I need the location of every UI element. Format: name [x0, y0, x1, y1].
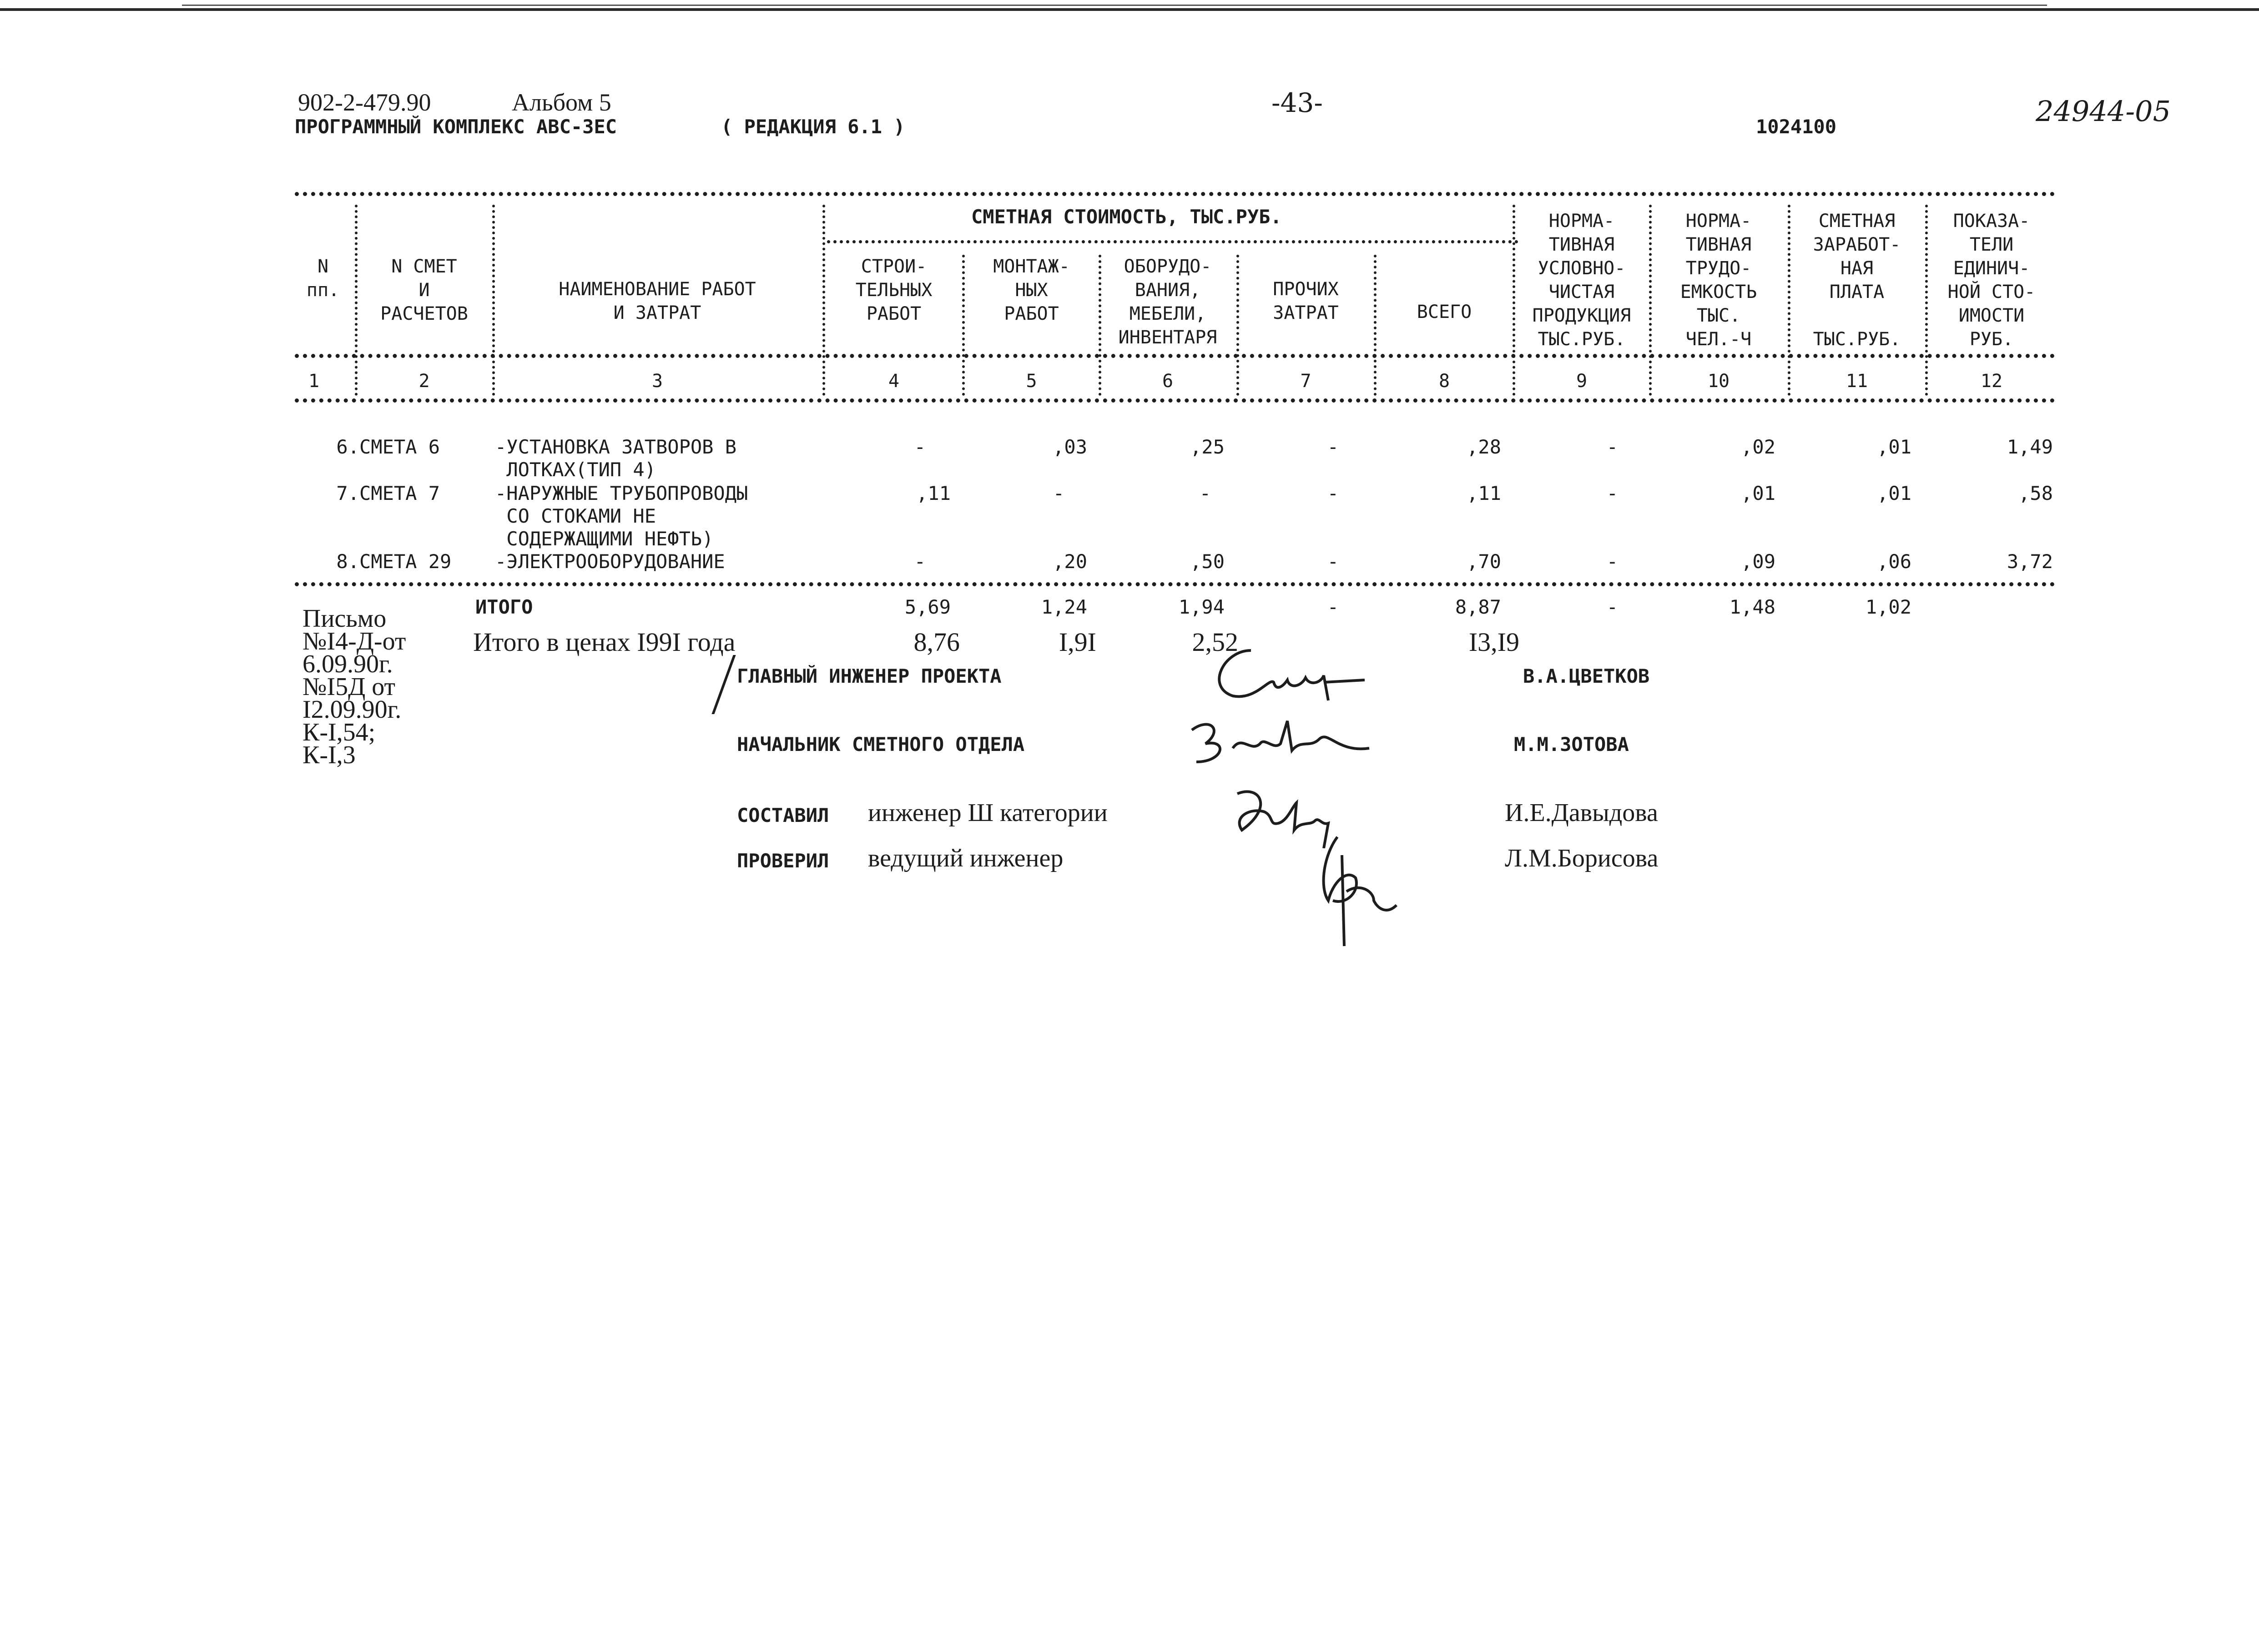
row-6-name: -УСТАНОВКА ЗАТВОРОВ В ЛОТКАХ(ТИП 4) [495, 436, 737, 481]
total-c5: 1,24 [1041, 596, 1087, 618]
scan-edge-line-2 [182, 5, 2047, 6]
row-7-c11: ,01 [1877, 482, 1911, 504]
total-c8: 8,87 [1455, 596, 1501, 618]
compiled-name: И.Е.Давыдова [1505, 799, 1658, 827]
row-7-c7: - [1327, 482, 1339, 504]
col-header-9: НОРМА- ТИВНАЯ УСЛОВНО- ЧИСТАЯ ПРОДУКЦИЯ ТЫС.РУБ. [1532, 211, 1631, 350]
col-sep [1513, 205, 1515, 396]
total-1991-label: Итого в ценах I99I года [473, 627, 736, 657]
total-1991-c4: 8,76 [913, 627, 960, 657]
col-header-3: НАИМЕНОВАНИЕ РАБОТ И ЗАТРАТ [559, 279, 756, 323]
compiled-role: инженер Ш категории [868, 799, 1108, 827]
col-header-2: N СМЕТ И РАСЧЕТОВ [380, 256, 468, 324]
col-header-12: ПОКАЗА- ТЕЛИ ЕДИНИЧ- НОЙ СТО- ИМОСТИ РУБ. [1947, 211, 2036, 350]
row-8-pp: 8. [336, 550, 359, 573]
signature-slash [711, 655, 736, 714]
total-label: ИТОГО [475, 596, 533, 618]
col-sep [1649, 205, 1652, 396]
row-7-c10: ,01 [1741, 482, 1775, 504]
row-8-c11: ,06 [1877, 550, 1911, 573]
group-header: СМЕТНАЯ СТОИМОСТЬ, ТЫС.РУБ. [971, 206, 1282, 228]
checked-name: Л.М.Борисова [1505, 844, 1659, 872]
col-header-1: N пп. [306, 256, 340, 301]
total-1991-c8: I3,I9 [1468, 627, 1519, 657]
total-1991-c6: 2,52 [1192, 627, 1238, 657]
col-num-1: 1 [308, 371, 320, 392]
col-header-8: ВСЕГО [1417, 302, 1472, 322]
total-c11: 1,02 [1865, 596, 1911, 618]
col-sep [962, 255, 965, 396]
col-header-10: НОРМА- ТИВНАЯ ТРУДО- ЕМКОСТЬ ТЫС. ЧЕЛ.-Ч [1680, 211, 1757, 350]
col-num-5: 5 [1026, 371, 1037, 392]
row-8-c4: - [914, 550, 926, 573]
row-7-smeta: СМЕТА 7 [359, 482, 440, 504]
estimate-head-name: М.М.ЗОТОВА [1514, 733, 1629, 755]
col-num-12: 12 [1980, 371, 2003, 392]
col-sep [822, 205, 825, 396]
col-num-4: 4 [888, 371, 900, 392]
row-6-c9: - [1606, 436, 1618, 458]
checked-prefix: ПРОВЕРИЛ [737, 850, 829, 872]
page-number: -43- [1271, 87, 1323, 118]
row-7-name: -НАРУЖНЫЕ ТРУБОПРОВОДЫ СО СТОКАМИ НЕ СОДЕРЖАЩИМИ НЕФТЬ) [495, 482, 748, 550]
col-num-11: 11 [1846, 371, 1868, 392]
row-7-c12: ,58 [2018, 482, 2053, 504]
col-sep [1099, 255, 1101, 396]
row-6-smeta: СМЕТА 6 [359, 436, 440, 458]
total-1991-c5: I,9I [1059, 627, 1096, 657]
col-num-3: 3 [651, 371, 663, 392]
rows-bottom-rule [295, 582, 2055, 586]
col-num-10: 10 [1707, 371, 1730, 392]
handwritten-number: 24944-05 [2036, 95, 2171, 128]
signature-zotova [1183, 712, 1374, 771]
margin-marks [91, 27, 118, 1619]
col-header-6: ОБОРУДО- ВАНИЯ, МЕБЕЛИ, ИНВЕНТАРЯ [1118, 256, 1217, 348]
row-7-c8: ,11 [1467, 482, 1501, 504]
row-8-c8: ,70 [1467, 550, 1501, 573]
col-num-6: 6 [1162, 371, 1174, 392]
row-6-c10: ,02 [1741, 436, 1775, 458]
row-8-c6: ,50 [1190, 550, 1225, 573]
row-6-c12: 1,49 [2007, 436, 2053, 458]
group-header-rule [827, 240, 1518, 243]
row-6-c5: ,03 [1053, 436, 1087, 458]
row-7-pp: 7. [336, 482, 359, 504]
row-6-c7: - [1327, 436, 1339, 458]
col-header-5: МОНТАЖ- НЫХ РАБОТ [993, 256, 1070, 324]
row-8-c12: 3,72 [2007, 550, 2053, 573]
row-7-c5: - [1053, 482, 1064, 504]
col-sep [1788, 205, 1790, 396]
checked-role: ведущий инженер [868, 844, 1064, 872]
total-c4: 5,69 [904, 596, 951, 618]
total-c10: 1,48 [1729, 596, 1775, 618]
code-1024100: 1024100 [1756, 116, 1837, 138]
row-6-pp: 6. [336, 436, 359, 458]
total-c6: 1,94 [1178, 596, 1225, 618]
program-title: ПРОГРАММНЫЙ КОМПЛЕКС АВС-3ЕС [295, 116, 617, 138]
compiled-prefix: СОСТАВИЛ [737, 804, 829, 826]
chief-engineer-role: ГЛАВНЫЙ ИНЖЕНЕР ПРОЕКТА [737, 665, 1002, 687]
left-note: Письмо №I4-Д-от 6.09.90г. №I5Д от I2.09.90г. К-I,54; К-I,3 [303, 604, 406, 769]
total-c9: - [1606, 596, 1618, 618]
header-bottom-rule [295, 354, 2055, 358]
album-label: Альбом 5 [512, 89, 611, 116]
row-6-c11: ,01 [1877, 436, 1911, 458]
col-sep [355, 205, 358, 396]
col-header-11: СМЕТНАЯ ЗАРАБОТ- НАЯ ПЛАТА ТЫС.РУБ. [1813, 211, 1901, 350]
col-sep [1236, 255, 1239, 396]
edition-label: ( РЕДАКЦИЯ 6.1 ) [721, 116, 905, 138]
table-top-rule [295, 192, 2055, 196]
row-8-smeta: СМЕТА 29 [359, 550, 452, 573]
col-sep [492, 205, 495, 396]
row-7-c9: - [1606, 482, 1618, 504]
signature-tsvetkov [1196, 632, 1369, 714]
estimate-head-role: НАЧАЛЬНИК СМЕТНОГО ОТДЕЛА [737, 733, 1025, 755]
col-num-8: 8 [1438, 371, 1450, 392]
row-8-c10: ,09 [1741, 550, 1775, 573]
col-num-2: 2 [419, 371, 430, 392]
row-7-c6: - [1199, 482, 1211, 504]
row-6-c8: ,28 [1467, 436, 1501, 458]
chief-engineer-name: В.А.ЦВЕТКОВ [1523, 665, 1650, 687]
col-num-9: 9 [1576, 371, 1588, 392]
col-sep [1374, 255, 1377, 396]
row-8-name: -ЭЛЕКТРООБОРУДОВАНИЕ [495, 550, 725, 573]
row-8-c7: - [1327, 550, 1339, 573]
signature-borisova [1306, 828, 1406, 955]
row-6-c4: - [914, 436, 926, 458]
col-header-7: ПРОЧИХ ЗАТРАТ [1273, 279, 1339, 323]
total-c7: - [1327, 596, 1339, 618]
doc-code: 902-2-479.90 [298, 89, 431, 116]
col-num-7: 7 [1300, 371, 1311, 392]
col-header-4: СТРОИ- ТЕЛЬНЫХ РАБОТ [855, 256, 933, 324]
row-7-c4: ,11 [916, 482, 951, 504]
row-8-c5: ,20 [1053, 550, 1087, 573]
row-8-c9: - [1606, 550, 1618, 573]
colnum-bottom-rule [295, 398, 2055, 403]
scan-edge-line [0, 8, 2259, 11]
row-6-c6: ,25 [1190, 436, 1225, 458]
